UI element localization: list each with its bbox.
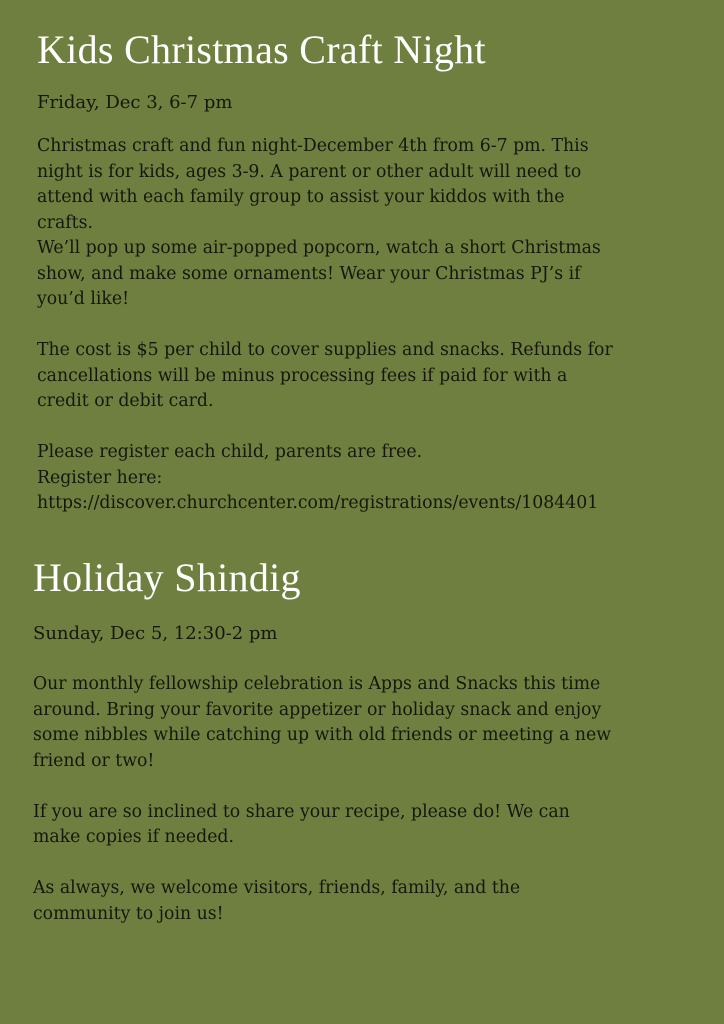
text-line: community to join us! bbox=[33, 903, 224, 924]
text-line: Register here: bbox=[37, 467, 163, 488]
text-line: friend or two! bbox=[33, 750, 155, 771]
text-line: make copies if needed. bbox=[33, 827, 234, 847]
event-description bbox=[33, 672, 659, 927]
description-paragraph bbox=[37, 134, 663, 313]
event-title: Holiday Shindig bbox=[33, 555, 301, 600]
text-line: We’ll pop up some air-popped popcorn, watch a short Christmas bbox=[37, 238, 601, 258]
description-paragraph bbox=[37, 338, 663, 415]
description-paragraph bbox=[33, 672, 659, 774]
description-paragraph bbox=[33, 876, 659, 927]
event-date: Sunday, Dec 5, 12:30-2 pm bbox=[33, 623, 278, 644]
text-line: Our monthly fellowship celebration is Apps and Snacks this time bbox=[33, 674, 601, 694]
registration-paragraph bbox=[37, 440, 663, 517]
text-line: crafts. bbox=[37, 212, 93, 233]
text-line: some nibbles while catching up with old friends or meeting a new bbox=[33, 725, 612, 745]
text-line: If you are so inclined to share your recipe, please do! We can bbox=[33, 801, 570, 822]
text-line: The cost is $5 per child to cover supplies and snacks. Refunds for bbox=[37, 340, 613, 360]
text-line: credit or debit card. bbox=[37, 391, 214, 411]
event-title: Kids Christmas Craft Night bbox=[37, 27, 486, 72]
text-line: night is for kids, ages 3-9. A parent or other adult will need to bbox=[37, 161, 582, 182]
text-line: show, and make some ornaments! Wear your Christmas PJ’s if bbox=[37, 263, 581, 284]
text-line: around. Bring your favorite appetizer or holiday snack and enjoy bbox=[33, 699, 602, 720]
registration-link[interactable]: https://discover.churchcenter.com/registrations/events/1084401 bbox=[37, 493, 599, 513]
text-line: you’d like! bbox=[37, 289, 130, 309]
description-paragraph bbox=[33, 800, 659, 851]
text-line: Please register each child, parents are free. bbox=[37, 442, 423, 462]
text-line: Christmas craft and fun night-December 4th from 6-7 pm. This bbox=[37, 136, 589, 156]
text-line: cancellations will be minus processing fees if paid for with a bbox=[37, 365, 568, 386]
event-description bbox=[37, 134, 663, 517]
text-line: As always, we welcome visitors, friends, family, and the bbox=[33, 878, 521, 898]
event-date: Friday, Dec 3, 6-7 pm bbox=[37, 92, 233, 113]
text-line: attend with each family group to assist your kiddos with the bbox=[37, 187, 565, 207]
